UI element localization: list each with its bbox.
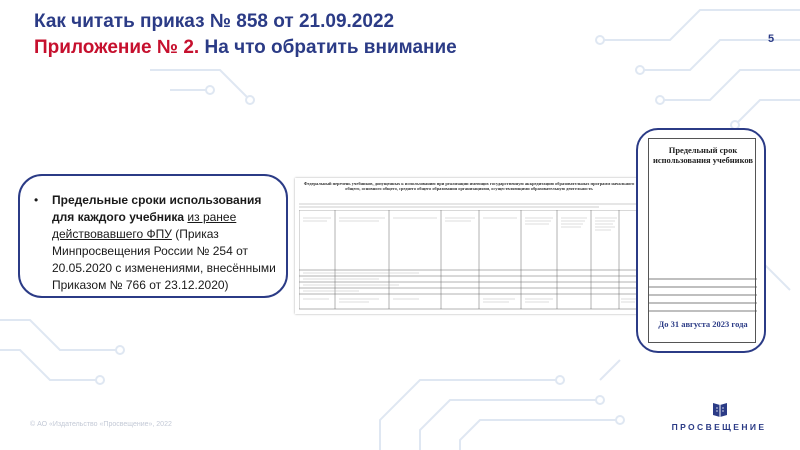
bullet-marker: • bbox=[34, 193, 39, 207]
zoom-footer: До 31 августа 2023 года bbox=[658, 319, 748, 329]
zoomed-column bbox=[648, 138, 756, 343]
zoom-callout bbox=[636, 128, 766, 353]
page-number: 5 bbox=[768, 33, 775, 45]
copyright-text: © АО «Издательство «Просвещение», 2022 bbox=[30, 421, 172, 428]
document-table bbox=[299, 210, 640, 310]
slide-subtitle bbox=[34, 36, 457, 60]
document-subheading-lines bbox=[299, 202, 639, 210]
callout-underlined-text: из ранее действовавшего ФПУ bbox=[52, 210, 237, 241]
zoomed-column-grid bbox=[649, 139, 757, 344]
callout-rest-text: (Приказ Минпросвещения России № 254 от 20.05.2020 с изменениями, внесёнными Приказом № 766 от 23.12.2020) bbox=[52, 227, 276, 292]
zoom-header: Предельный срок использования учебников bbox=[652, 145, 753, 165]
callout-bold-text: Предельные сроки использования для каждого учебника bbox=[52, 193, 262, 224]
logo-text: ПРОСВЕЩЕНИЕ bbox=[671, 422, 767, 432]
slide-title: Как читать приказ № 858 от 21.09.2022 bbox=[34, 11, 395, 32]
document-heading: Федеральный перечень учебников, допущенных к использованию при реализации имеющих государственную аккредитацию образовательных программ начального общего, основного общего, среднего общего образования организациями, осуществляющими образовательную деятельность bbox=[303, 181, 635, 192]
prosveshchenie-logo bbox=[664, 398, 774, 438]
document-excerpt bbox=[295, 178, 640, 314]
info-callout bbox=[18, 174, 288, 298]
logo-book-icon bbox=[711, 400, 729, 418]
callout-text bbox=[34, 192, 284, 294]
subtitle-rest: На что обратить внимание bbox=[199, 37, 457, 58]
subtitle-accent: Приложение № 2. bbox=[34, 37, 200, 58]
